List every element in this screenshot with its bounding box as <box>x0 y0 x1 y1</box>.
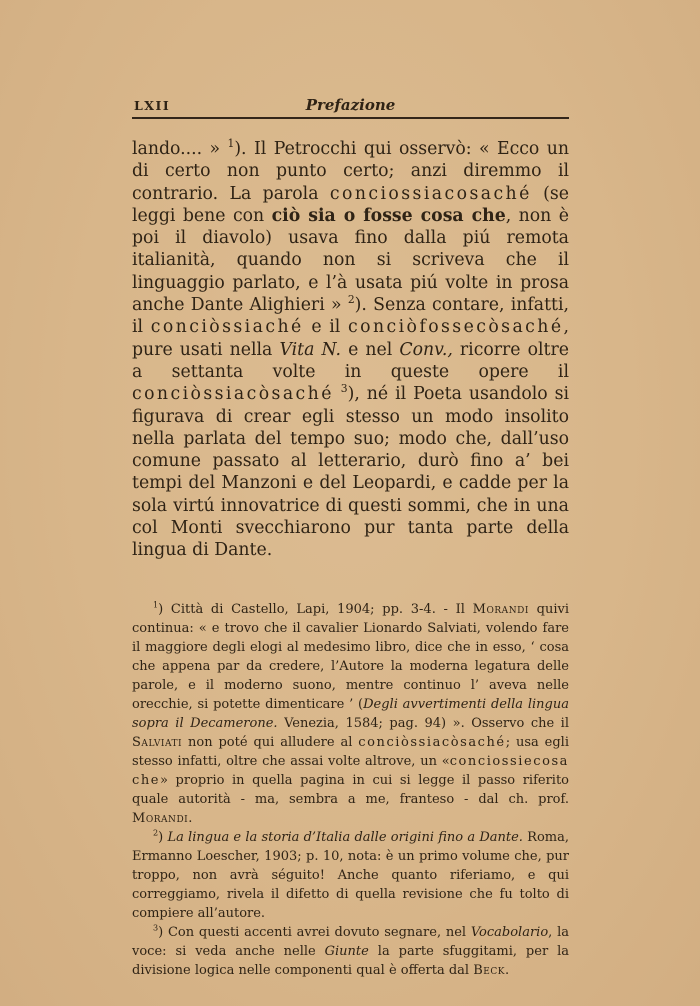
footnote-1: $^1$) Città di Castello, Lapi, 1904; pp. 3-4. - Il Morandi quivi continua: « e trovo che il cavalier Lionardo Salviati, volendo fare il maggiore degli elogi al medesimo libro, dice che in esso, ‘ cosa che appena par da credere, l’Autore la moderna legatura delle parole, e il moderno suono, mentre continuo l’ aveva nelle orecchie, si potette dimenticare ’ (Degli avvertimenti della lingua sopra il Decamerone. Venezia, 1584; pag. 94) ». Osservo che il Salviati non poté qui alludere al conciòssiacòsaché; usa egli stesso infatti, oltre che assai volte altrove, un «conciossiecosa che» proprio in quella pagina in cui si legge il passo riferito quale autorità - ma, sembra a me, franteso - dal ch. prof. Morandi. <box>132 600 569 826</box>
footnotes-section <box>132 600 569 980</box>
page-content <box>132 96 569 980</box>
running-head <box>132 96 569 113</box>
chapter-title: Prefazione <box>305 96 396 114</box>
footnote-2: $^2$) La lingua e la storia d’Italia dalle origini fino a Dante. Roma, Ermanno Loescher, 1903; p. 10, nota: è un primo volume che, pur troppo, non avrà séguito! Anche quanto riferiamo, e qui correggiamo, rivela il difetto di quella revisione che fu tolto di compiere all’autore. <box>132 828 569 921</box>
page-number: LXII <box>134 98 171 113</box>
footnote-3: $^3$) Con questi accenti avrei dovuto segnare, nel Vocabolario, la voce: si veda anche nelle Giunte la parte sfuggitami, per la divisione logica nelle componenti qual è offerta dal Beck. <box>132 923 569 978</box>
body-paragraph: lando.... » $^1$). Il Petrocchi qui osservò: « Ecco un di certo non punto certo; anzi diremmo il contrario. La parola conciossiacosaché (se leggi bene con ciò sia o fosse cosa che, non è poi il diavolo) usava fino dalla piú remota italianità, quando non si scriveva che il linguaggio parlato, e l’à usata piú volte in prosa anche Dante Alighieri » $^2$). Senza contare, infatti, il conciòssiaché e il conciòfossecòsaché, pure usati nella Vita N. e nel Conv., ricorre oltre a settanta volte in queste opere il conciòssiacòsaché $^3$), né il Poeta usandolo si figurava di crear egli stesso un modo insolito nella parlata del tempo suo; modo che, dall’uso comune passato al letterario, durò fino a’ bei tempi del Manzoni e del Leopardi, e cadde per la sola virtú innovatrice di questi sommi, che in una col Monti svecchiarono pur tanta parte della lingua di Dante. <box>132 137 569 561</box>
header-rule <box>132 117 569 119</box>
